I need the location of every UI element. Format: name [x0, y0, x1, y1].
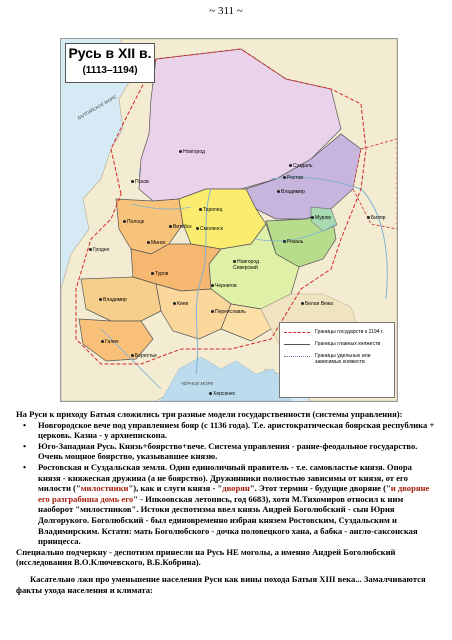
list-item-novgorod: • Новгородское вече под управлением бояр (с 1136 года). Т.е. аристократическая боярская республика + церковь. Казна - у архиепископа.: [23, 419, 435, 441]
body-text: [16, 409, 436, 595]
city-bilyar: Биляр: [367, 215, 385, 221]
city-chernigov: Чернигов: [211, 283, 237, 289]
city-turov: Туров: [151, 271, 168, 277]
list-item-southwest: • Юго-Западная Русь. Князь+боярство+вече. Система управления - ранне-феодальное государство. Очень мощное боярство, указывавшее князю.: [23, 440, 418, 462]
legend-line-principality: [284, 344, 310, 345]
page-number: ~ 311 ~: [209, 5, 243, 17]
city-murom: Муром: [311, 215, 331, 221]
city-galich: Галич: [101, 339, 119, 345]
map-title: Русь в XII в.: [68, 45, 152, 61]
historical-map: [60, 38, 398, 402]
city-vitebsk: Витебск: [169, 224, 192, 230]
city-grodno: Гродно: [89, 247, 109, 253]
city-belaya-vezha: Белая Вежа: [301, 301, 333, 307]
city-pskov: Псков: [131, 179, 149, 185]
legend-label-appanage: Границы удельных или зависимых княжеств: [315, 353, 371, 365]
city-pereyaslavl: Переяславль: [211, 309, 246, 315]
intro-paragraph: На Руси к приходу Батыя сложились три разные модели государственности (системы управления):: [16, 409, 403, 419]
baltic-sea-label: БАЛТИЙСКОЕ МОРЕ: [76, 94, 118, 121]
highlight-chronicle-quote: и дворяне его разграбиша домь его: [38, 483, 430, 504]
map-years: (1113–1194): [82, 65, 138, 76]
list-item-rostov-suzdal: • Ростовская и Суздальская земля. Один единоличный правитель - т.е. самовластье князя. Опора князя - княжеская дружина (а не боярство). Дружинники полностью зависимы от князя, от его милости ("милостники"), как и слуги князя - "дворян". Этот термин - будущие дворяне ("и дворяне его разграбиша домь его" - Ипкоовская летопись, год 6683), хотя М.Тихомиров относил к ним наоборот "милостников". Истоки деспотизма ввел князь Андрей Боголюбский - сын Юрия Долгорукого. Боголюбский - был единовременно избран князем Ростовским, Суздальским и Владимирским. Кстати: мать Боголюбского - дочка половецкого хана, а бабка - англо-саксонская принцесса.: [23, 461, 430, 547]
city-kherson: Херсонес: [209, 391, 235, 397]
city-novgorod: Новгород: [179, 149, 205, 155]
city-vladimir: Владимир: [277, 189, 305, 195]
bullet-icon: •: [23, 419, 27, 430]
map-title-box: [65, 43, 155, 83]
city-kiev: Киев: [173, 301, 188, 307]
bullet-icon: •: [23, 461, 27, 472]
legend-line-state: [284, 332, 310, 333]
legend-label-state: Границы государств к 1194 г.: [315, 329, 384, 335]
highlight-milostniki: милостники: [80, 483, 129, 494]
city-novgorod-seversky: Новгород Северский: [233, 259, 259, 271]
closing-paragraph: Касательно лжи про уменьшение населения Руси как вины похода Батыя XIII века... Замалчиваются факты ухода населения и климата:: [16, 573, 426, 595]
city-ryazan: Рязань: [283, 239, 303, 245]
map-legend: [279, 322, 395, 398]
city-toropets: Торопец: [199, 207, 222, 213]
emphasis-paragraph: Специально подчеркну - деспотизм принесли на Русь НЕ моголы, а именно Андрей Боголюбский (исследования В.О.Ключевского, В.Б.Кобрина).: [16, 546, 396, 568]
city-suzdal: Суздаль: [289, 163, 313, 169]
models-list: [16, 420, 436, 547]
legend-line-appanage: [284, 356, 310, 357]
black-sea-label: ЧЁРНОЕ МОРЕ: [181, 381, 214, 386]
city-polotsk: Полоцк: [123, 219, 144, 225]
bullet-icon: •: [23, 440, 27, 451]
city-rostov: Ростов: [283, 175, 303, 181]
city-smolensk: Смоленск: [196, 226, 223, 232]
city-vladimir-volynsky: Владимир: [99, 297, 127, 303]
highlight-dvoryan: дворян: [222, 483, 250, 494]
legend-label-principality: Границы главных княжеств: [315, 341, 381, 347]
city-berestye: Берестье: [131, 353, 157, 359]
city-minsk: Минск: [147, 240, 165, 246]
